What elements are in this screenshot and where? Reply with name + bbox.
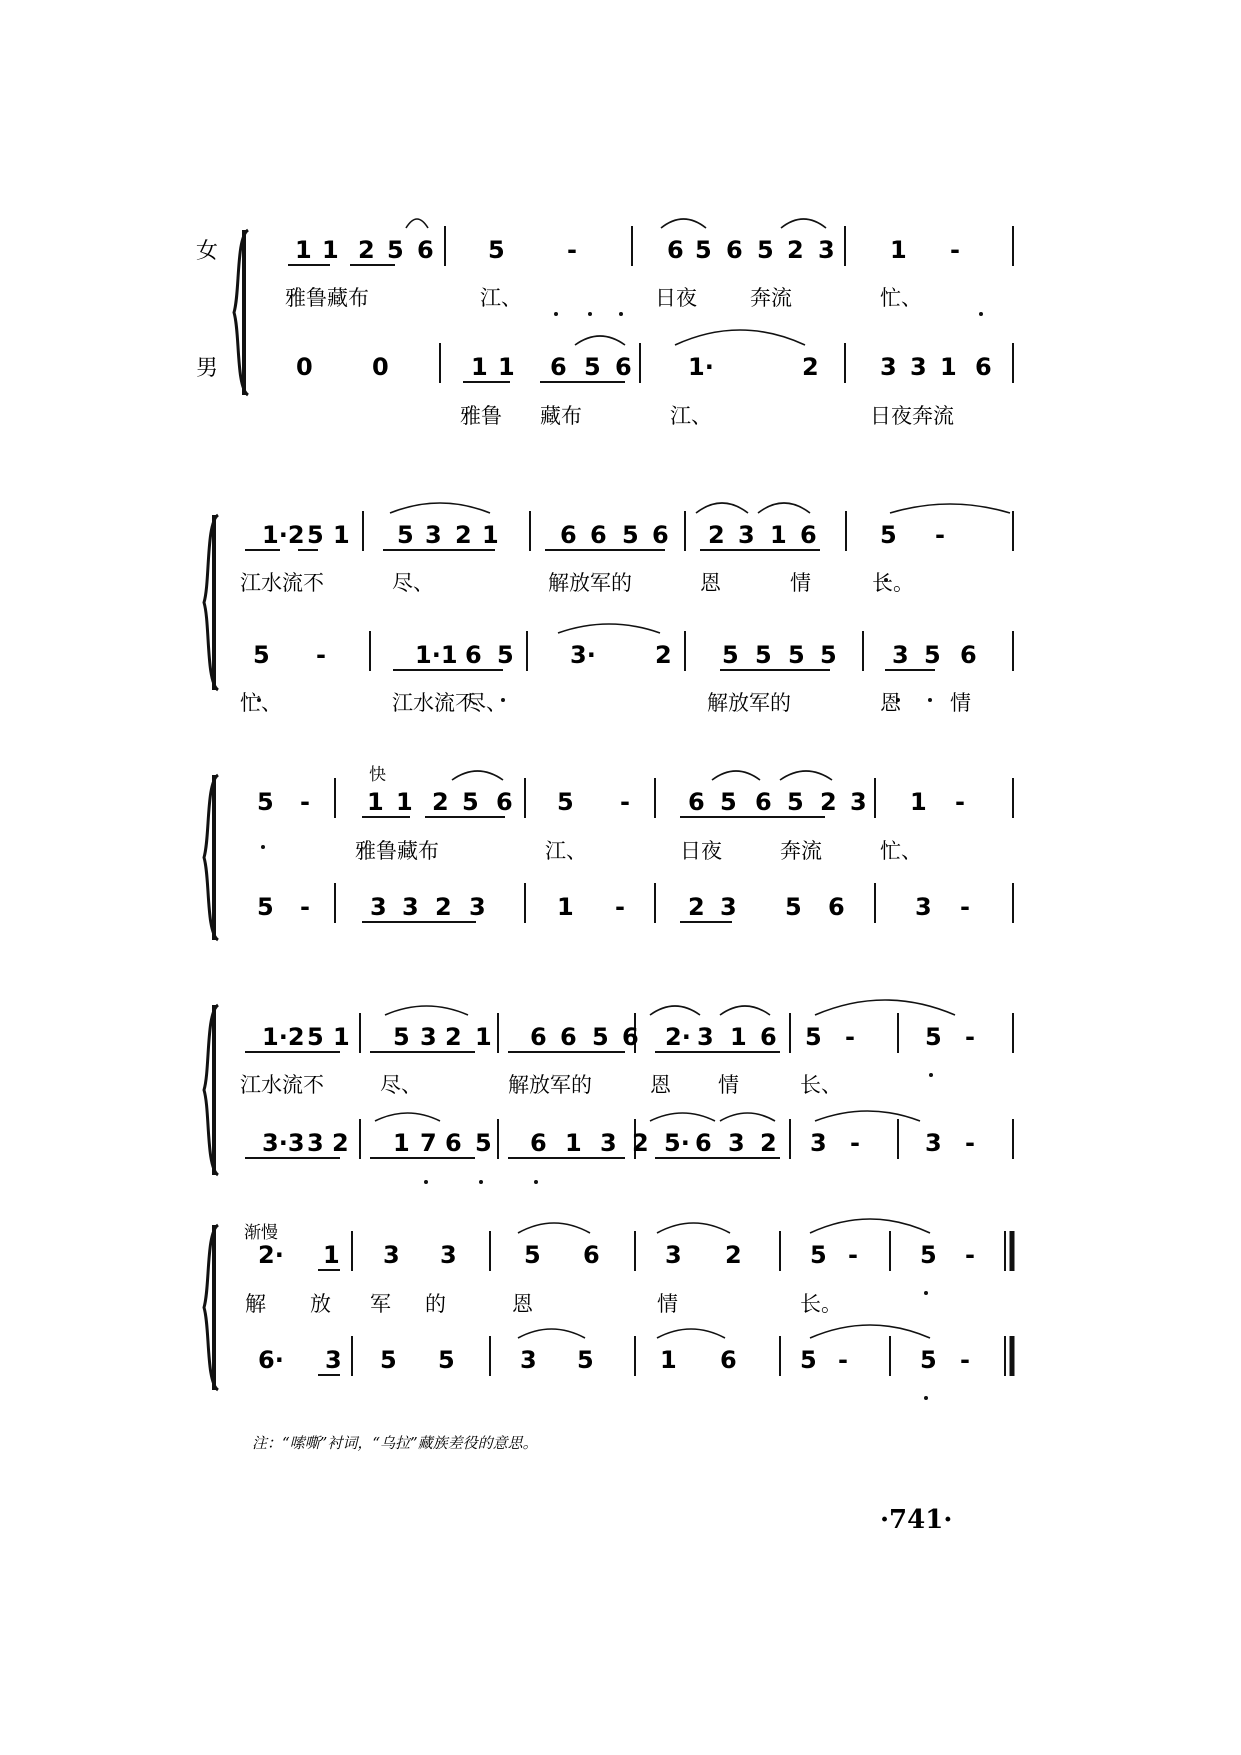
note: 6 — [622, 1023, 639, 1051]
score-static-lines — [204, 219, 1013, 1400]
lyric: 日夜奔流 — [870, 404, 954, 428]
note: 5 — [924, 641, 941, 669]
note: 1 — [475, 1023, 492, 1051]
note: 1 — [471, 353, 488, 381]
note: 3 — [818, 236, 835, 264]
tempo-mark-slowing: 渐慢 — [244, 1223, 278, 1243]
note: - — [950, 236, 960, 264]
note: 5 — [462, 788, 479, 816]
note: 5 — [925, 1023, 942, 1051]
note: 2· — [258, 1241, 284, 1269]
note: 3 — [520, 1346, 537, 1374]
note: 1 — [295, 236, 312, 264]
lyric: 奔流 — [750, 286, 792, 310]
note: 2 — [332, 1129, 349, 1157]
note: 3 — [307, 1129, 324, 1157]
lyric: 放 — [310, 1292, 331, 1316]
lyric: 解放军的 — [548, 571, 632, 595]
note: 5 — [785, 893, 802, 921]
note: 3 — [420, 1023, 437, 1051]
lyric: 忙、 — [240, 691, 282, 715]
lyric: 江水流不 — [240, 1073, 324, 1097]
note: 5 — [393, 1023, 410, 1051]
note: 3· — [570, 641, 596, 669]
note: 5 — [488, 236, 505, 264]
note: 5 — [880, 521, 897, 549]
note: 5 — [757, 236, 774, 264]
note: - — [848, 1241, 858, 1269]
note: 3 — [440, 1241, 457, 1269]
note: 2 — [787, 236, 804, 264]
note: - — [960, 893, 970, 921]
note: 5 — [810, 1241, 827, 1269]
lyric: 情 — [950, 691, 971, 715]
note: 3 — [469, 893, 486, 921]
note: 6· — [258, 1346, 284, 1374]
note: 2 — [802, 353, 819, 381]
note: 5 — [577, 1346, 594, 1374]
note: 3 — [810, 1129, 827, 1157]
note: 2 — [358, 236, 375, 264]
note: 5 — [397, 521, 414, 549]
note: 5 — [387, 236, 404, 264]
note: 5 — [800, 1346, 817, 1374]
note: - — [620, 788, 630, 816]
note: 2 — [655, 641, 672, 669]
note: 1 — [910, 788, 927, 816]
note: - — [300, 893, 310, 921]
note: - — [838, 1346, 848, 1374]
tempo-mark-fast: 快 — [369, 765, 386, 785]
note: 6 — [530, 1023, 547, 1051]
note: 3 — [697, 1023, 714, 1051]
lyric: 奔流 — [780, 839, 822, 863]
note: - — [845, 1023, 855, 1051]
lyric: 忙、 — [880, 839, 922, 863]
note: 6 — [760, 1023, 777, 1051]
note: 2 — [435, 893, 452, 921]
note: 2 — [725, 1241, 742, 1269]
note: 1 — [565, 1129, 582, 1157]
note: 6 — [530, 1129, 547, 1157]
note: 5 — [787, 788, 804, 816]
lyric: 雅鲁藏布 — [355, 839, 439, 863]
note: 1 — [322, 236, 339, 264]
note: 2 — [632, 1129, 649, 1157]
note: 6 — [615, 353, 632, 381]
note: 5 — [497, 641, 514, 669]
lyric: 恩 — [512, 1292, 533, 1316]
note: 3 — [850, 788, 867, 816]
note: 5 — [307, 521, 324, 549]
note: - — [965, 1241, 975, 1269]
note: 5 — [557, 788, 574, 816]
note: 0 — [296, 353, 313, 381]
note: 6 — [755, 788, 772, 816]
note: 1 — [393, 1129, 410, 1157]
lyric: 情 — [790, 571, 811, 595]
note: 5 — [380, 1346, 397, 1374]
note: 5 — [475, 1129, 492, 1157]
lyric: 解放军的 — [707, 691, 791, 715]
note: 3 — [915, 893, 932, 921]
note: 6 — [496, 788, 513, 816]
note: 3 — [892, 641, 909, 669]
note: 5 — [755, 641, 772, 669]
note: 6 — [590, 521, 607, 549]
note: 5 — [820, 641, 837, 669]
note: 3 — [370, 893, 387, 921]
note: 3 — [738, 521, 755, 549]
note: 5· — [664, 1129, 690, 1157]
note: 1 — [323, 1241, 340, 1269]
note: 5 — [584, 353, 601, 381]
note: 5 — [253, 641, 270, 669]
note: 6 — [695, 1129, 712, 1157]
note: 6 — [960, 641, 977, 669]
lyric: 长。 — [872, 571, 914, 595]
note: - — [960, 1346, 970, 1374]
note: 6 — [583, 1241, 600, 1269]
score-marks — [240, 236, 992, 1374]
note: 7 — [420, 1129, 437, 1157]
note: 1 — [333, 521, 350, 549]
note: 3 — [910, 353, 927, 381]
note: 5 — [307, 1023, 324, 1051]
note: 2 — [432, 788, 449, 816]
note: 5 — [438, 1346, 455, 1374]
note: 6 — [465, 641, 482, 669]
note: 3 — [383, 1241, 400, 1269]
lyric: 江水流不 — [240, 571, 324, 595]
lyric: 藏布 — [540, 404, 582, 428]
note: 5 — [805, 1023, 822, 1051]
note: 0 — [372, 353, 389, 381]
lyric: 恩 — [700, 571, 721, 595]
note: 5 — [722, 641, 739, 669]
note: 3 — [600, 1129, 617, 1157]
lyric: 日夜 — [680, 839, 722, 863]
note: 1 — [482, 521, 499, 549]
note: 1 — [367, 788, 384, 816]
note: - — [850, 1129, 860, 1157]
note: 2 — [820, 788, 837, 816]
note: 6 — [720, 1346, 737, 1374]
note: 6 — [550, 353, 567, 381]
note: 6 — [560, 521, 577, 549]
note: 5 — [592, 1023, 609, 1051]
note: - — [567, 236, 577, 264]
note: 1 — [940, 353, 957, 381]
page-number: ·741· — [880, 1505, 953, 1535]
lyric: 江、 — [670, 404, 712, 428]
lyric: 尽、 — [380, 1073, 422, 1097]
note: 1 — [557, 893, 574, 921]
note: 5 — [622, 521, 639, 549]
note: 1·2 — [262, 1023, 305, 1051]
note: 6 — [560, 1023, 577, 1051]
note: 5 — [720, 788, 737, 816]
note: 1 — [770, 521, 787, 549]
note: 6 — [667, 236, 684, 264]
lyric: 雅鲁藏布 — [285, 286, 369, 310]
note: 3 — [325, 1346, 342, 1374]
lyric: 尽、 — [392, 571, 434, 595]
part-label-female: 女 — [196, 239, 219, 264]
note: 3 — [728, 1129, 745, 1157]
lyric: 尽、 — [465, 691, 507, 715]
note: 6 — [975, 353, 992, 381]
note: 3 — [880, 353, 897, 381]
note: - — [316, 641, 326, 669]
lyric: 日夜 — [655, 286, 697, 310]
note: 2 — [688, 893, 705, 921]
lyric: 长、 — [800, 1073, 842, 1097]
note: 6 — [417, 236, 434, 264]
lyric: 情 — [657, 1292, 678, 1316]
note: 1 — [396, 788, 413, 816]
note: 1·1 — [415, 641, 458, 669]
note: 3 — [925, 1129, 942, 1157]
note: 3 — [665, 1241, 682, 1269]
lyric: 解 — [245, 1292, 266, 1316]
lyric: 解放军的 — [508, 1073, 592, 1097]
lyric: 恩 — [650, 1073, 671, 1097]
part-label-male: 男 — [196, 356, 219, 381]
note: 5 — [788, 641, 805, 669]
lyric: 忙、 — [880, 286, 922, 310]
note: 6 — [652, 521, 669, 549]
note: 5 — [695, 236, 712, 264]
note: - — [965, 1023, 975, 1051]
note: - — [300, 788, 310, 816]
note: 5 — [920, 1241, 937, 1269]
note: 1 — [333, 1023, 350, 1051]
note: 5 — [524, 1241, 541, 1269]
note: 3·3 — [262, 1129, 305, 1157]
note: 6 — [688, 788, 705, 816]
note: 2· — [665, 1023, 691, 1051]
note: 1· — [688, 353, 714, 381]
note: 1 — [660, 1346, 677, 1374]
note: - — [615, 893, 625, 921]
lyric: 的 — [425, 1292, 446, 1316]
note: 6 — [800, 521, 817, 549]
note: - — [965, 1129, 975, 1157]
note: 6 — [445, 1129, 462, 1157]
footnote: 注：“嗦嘶”衬词，“乌拉”藏族差役的意思。 — [252, 1434, 538, 1452]
note: 5 — [920, 1346, 937, 1374]
note: 3 — [402, 893, 419, 921]
note: 5 — [257, 893, 274, 921]
note: 1 — [890, 236, 907, 264]
note: 3 — [720, 893, 737, 921]
lyric: 江水流不 — [392, 691, 476, 715]
lyric: 长。 — [800, 1292, 842, 1316]
lyric: 江、 — [545, 839, 587, 863]
note: 1·2 — [262, 521, 305, 549]
note: 1 — [498, 353, 515, 381]
note: 2 — [445, 1023, 462, 1051]
lyric: 恩 — [880, 691, 901, 715]
note: 2 — [760, 1129, 777, 1157]
note: 5 — [257, 788, 274, 816]
lyric: 情 — [718, 1073, 739, 1097]
note: 6 — [828, 893, 845, 921]
lyric: 雅鲁 — [460, 404, 502, 428]
lyric: 江、 — [480, 286, 522, 310]
note: 6 — [726, 236, 743, 264]
note: 2 — [455, 521, 472, 549]
note: - — [935, 521, 945, 549]
note: 2 — [708, 521, 725, 549]
note: 1 — [730, 1023, 747, 1051]
lyric: 军 — [370, 1292, 391, 1316]
note: - — [955, 788, 965, 816]
note: 3 — [425, 521, 442, 549]
